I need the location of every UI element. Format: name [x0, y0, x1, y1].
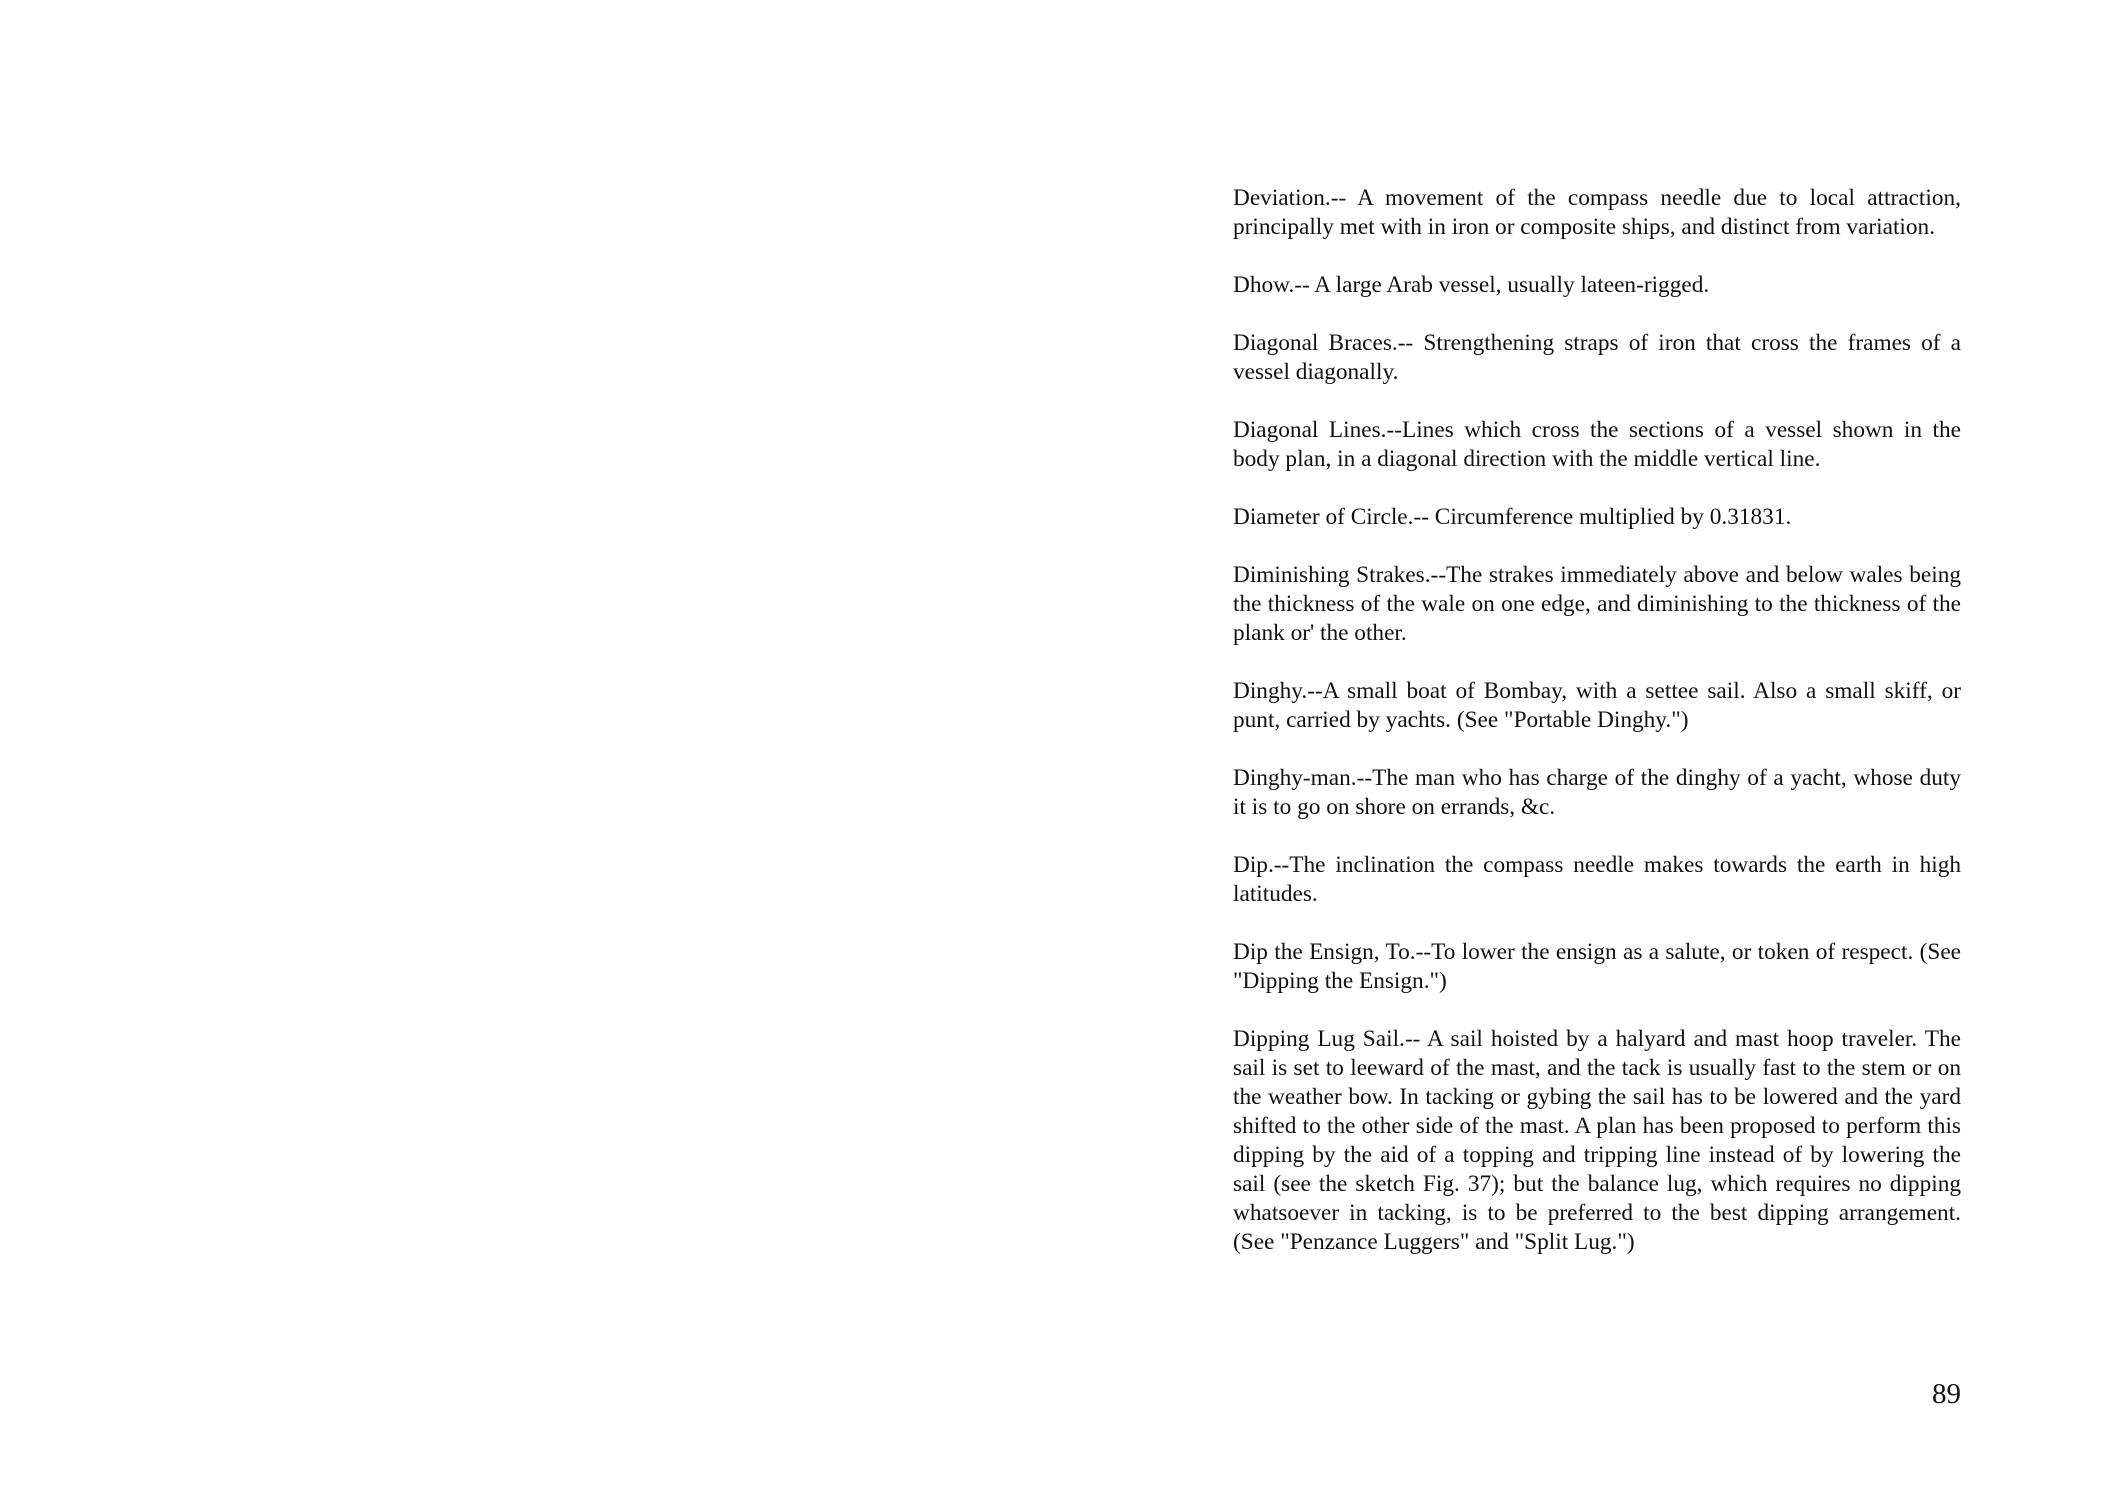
entry-deviation: Deviation.-- A movement of the compass needle due to local attraction, principally met with in iron or composite ships, and distinct from variation.: [1233, 185, 1961, 240]
entry-diagonal-lines: Diagonal Lines.--Lines which cross the sections of a vessel shown in the body plan, in a diagonal direction with the middle vertical line.: [1233, 417, 1961, 472]
entry-dinghy: Dinghy.--A small boat of Bombay, with a settee sail. Also a small skiff, or punt, carried by yachts. (See "Portable Dinghy."): [1233, 678, 1961, 733]
page-number: 89: [1932, 1378, 1961, 1410]
blank-left-page: [0, 0, 1052, 1489]
entry-dip: Dip.--The inclination the compass needle makes towards the earth in high latitudes.: [1233, 852, 1961, 907]
entry-diminishing-strakes: Diminishing Strakes.--The strakes immediately above and below wales being the thickness of the wale on one edge, and diminishing to the thickness of the plank or' the other.: [1233, 562, 1961, 646]
entry-diagonal-braces: Diagonal Braces.-- Strengthening straps of iron that cross the frames of a vessel diagonally.: [1233, 330, 1961, 385]
entry-diameter-of-circle: Diameter of Circle.-- Circumference multiplied by 0.31831.: [1233, 504, 1792, 530]
entry-dinghy-man: Dinghy-man.--The man who has charge of the dinghy of a yacht, whose duty it is to go on shore on errands, &c.: [1233, 765, 1961, 820]
glossary-entries: [1233, 184, 1961, 1286]
entry-dipping-lug-sail: Dipping Lug Sail.-- A sail hoisted by a halyard and mast hoop traveler. The sail is set to leeward of the mast, and the tack is usually fast to the stem or on the weather bow. In tacking or gybing the sail has to be lowered and the yard shifted to the other side of the mast. A plan has been proposed to perform this dipping by the aid of a topping and tripping line instead of by lowering the sail (see the sketch Fig. 37); but the balance lug, which requires no dipping whatsoever in tacking, is to be preferred to the best dipping arrangement. (See "Penzance Luggers" and "Split Lug."): [1233, 1026, 1961, 1255]
entry-dip-the-ensign: Dip the Ensign, To.--To lower the ensign as a salute, or token of respect. (See "Dipping the Ensign."): [1233, 939, 1961, 994]
entry-dhow: Dhow.-- A large Arab vessel, usually lateen-rigged.: [1233, 272, 1710, 298]
